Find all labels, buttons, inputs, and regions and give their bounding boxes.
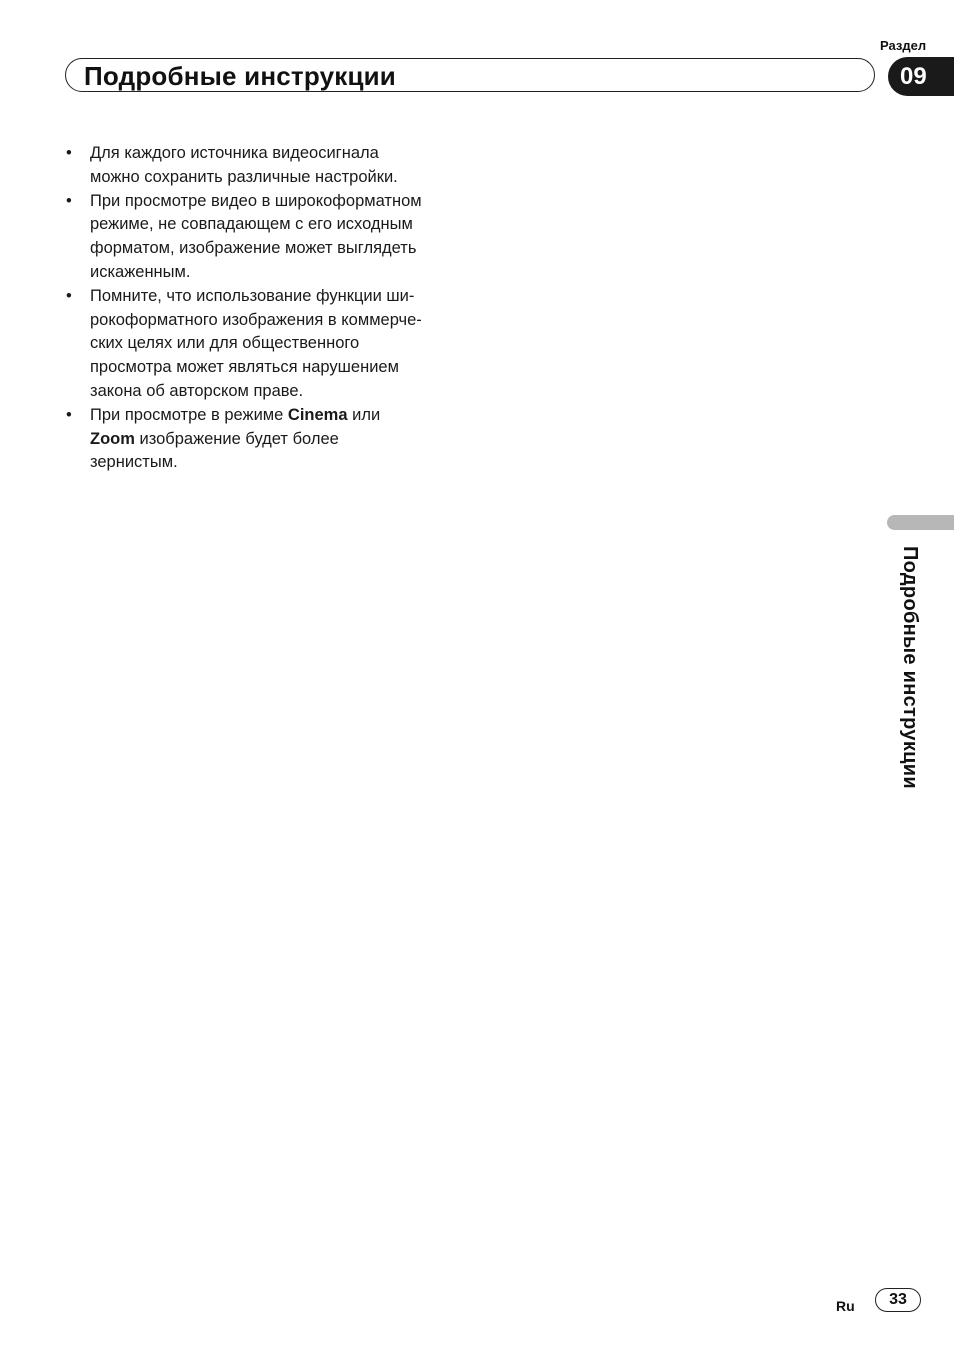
bullet-marker: • bbox=[66, 144, 72, 162]
bullet-text: или bbox=[347, 405, 381, 424]
language-code: Ru bbox=[836, 1298, 855, 1314]
list-item bbox=[66, 190, 466, 285]
bullet-marker: • bbox=[66, 405, 72, 424]
bullet-line: Помните, что использование функции ши- bbox=[90, 286, 415, 305]
bullet-text: При просмотре в режиме bbox=[90, 405, 288, 424]
bullet-line: закона об авторском праве. bbox=[90, 381, 304, 400]
side-tab-bar bbox=[887, 515, 954, 530]
section-label: Раздел bbox=[880, 38, 927, 53]
content bbox=[66, 142, 466, 475]
bullet-line: форматом, изображение может выглядеть bbox=[90, 239, 417, 258]
bullet-line: зернистым. bbox=[90, 453, 178, 472]
list-item bbox=[66, 285, 466, 404]
bullet-list bbox=[66, 142, 466, 475]
list-item bbox=[66, 404, 466, 475]
mode-cinema: Cinema bbox=[287, 405, 348, 424]
bullet-marker: • bbox=[66, 286, 72, 305]
bullet-line: При просмотре видео в широкоформатном bbox=[90, 191, 422, 210]
bullet-line: рокоформатного изображения в коммерче- bbox=[90, 310, 422, 329]
page-title: Подробные инструкции bbox=[84, 61, 396, 91]
bullet-line: просмотра может являться нарушением bbox=[90, 358, 399, 377]
page-number: 33 bbox=[889, 1291, 907, 1308]
bullet-line: Для каждого источника видеосигнала bbox=[90, 144, 379, 162]
bullet-line: ских целях или для общественного bbox=[90, 334, 360, 353]
bullet-line: искаженным. bbox=[90, 262, 191, 281]
bullet-line: можно сохранить различные настройки. bbox=[90, 167, 398, 186]
bullet-line: режиме, не совпадающем с его исходным bbox=[90, 215, 413, 234]
mode-zoom: Zoom bbox=[90, 429, 135, 448]
side-tab-label: Подробные инструкции bbox=[899, 546, 921, 789]
bullet-marker: • bbox=[66, 191, 72, 210]
list-item bbox=[66, 142, 466, 190]
section-number: 09 bbox=[900, 63, 927, 90]
bullet-text: изображение будет более bbox=[134, 429, 339, 448]
